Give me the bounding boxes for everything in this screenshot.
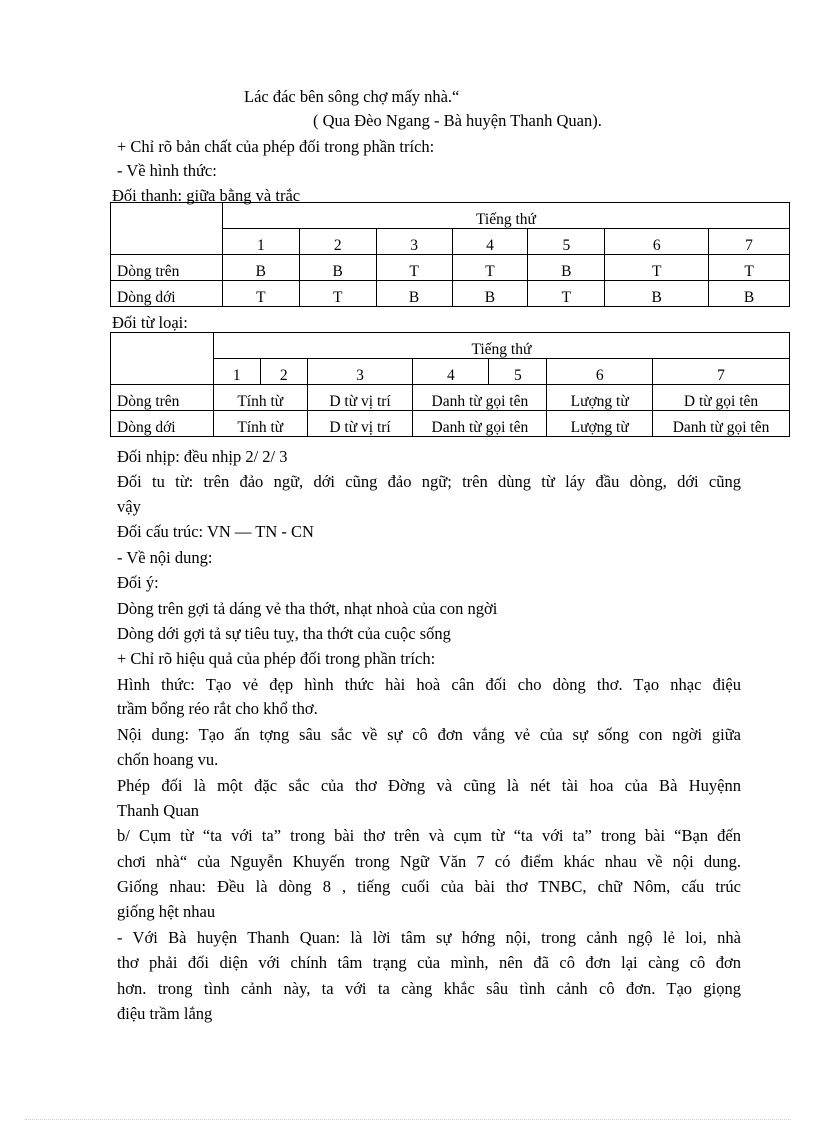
effect-heading: + Chỉ rõ hiệu quả của phép đối trong phần trích:: [117, 649, 436, 668]
word-col-5: 5: [489, 359, 547, 385]
question-b-line-1: b/ Cụm từ “ta với ta” trong bài thơ trên và cụm từ “ta với ta” trong bài “Bạn đến: [117, 826, 741, 845]
content-heading: - Về nội dung:: [117, 548, 213, 567]
table-row: [111, 255, 790, 281]
table-cell: B: [605, 281, 709, 307]
tone-col-2: 2: [299, 229, 376, 255]
table-cell: Tính từ: [213, 385, 307, 411]
row-label: Dòng dới: [111, 281, 223, 307]
poem-citation: ( Qua Đèo Ngang - Bà huyện Thanh Quan).: [313, 111, 602, 130]
table-cell: Danh từ gọi tên: [653, 411, 790, 437]
content-effect-line-1: Nội dung: Tạo ấn tợng sâu sắc về sự cô đơn vắng vẻ của sự sống con ngời giữa: [117, 725, 741, 744]
tone-col-1: 1: [222, 229, 299, 255]
bhtq-line-4: điệu trầm lắng: [117, 1004, 213, 1023]
table-cell: Lượng từ: [547, 411, 653, 437]
row-label: Dòng trên: [111, 255, 223, 281]
table-row: [111, 385, 790, 411]
table-cell: Lượng từ: [547, 385, 653, 411]
bhtq-line-1: - Với Bà huyện Thanh Quan: là lời tâm sự hớng nội, trong cảnh ngộ lẻ loi, nhà: [117, 928, 741, 947]
tone-col-3: 3: [376, 229, 452, 255]
essence-heading: + Chỉ rõ bản chất của phép đối trong phần trích:: [117, 137, 435, 156]
conclusion-line-2: Thanh Quan: [117, 801, 200, 820]
word-col-7: 7: [653, 359, 790, 385]
structure-line: Đối cấu trúc: VN — TN - CN: [117, 522, 314, 541]
table-cell: T: [709, 255, 790, 281]
table-cell: T: [452, 255, 528, 281]
tone-col-4: 4: [452, 229, 528, 255]
row-label: Dòng dới: [111, 411, 214, 437]
conclusion-line-1: Phép đối là một đặc sắc của thơ Đờng và cũng là nét tài hoa của Bà Huyệnn: [117, 776, 741, 795]
word-col-1: 1: [213, 359, 260, 385]
table-cell: D từ vị trí: [307, 385, 413, 411]
table-cell: B: [299, 255, 376, 281]
table-cell: Danh từ gọi tên: [413, 411, 547, 437]
table-cell: B: [376, 281, 452, 307]
tone-table: [110, 202, 790, 307]
table-row: [111, 411, 790, 437]
tone-col-6: 6: [605, 229, 709, 255]
similarity-line-1: Giống nhau: Đều là dòng 8 , tiếng cuối của bài thơ TNBC, chữ Nôm, cấu trúc: [117, 877, 741, 896]
word-table-corner: [111, 333, 214, 385]
table-cell: B: [222, 255, 299, 281]
tone-table-header: Tiếng thứ: [222, 203, 789, 229]
tone-table-label: Đối thanh: giữa bằng và trắc: [112, 186, 301, 205]
word-table-header: Tiếng thứ: [213, 333, 789, 359]
table-cell: Tính từ: [213, 411, 307, 437]
table-cell: T: [528, 281, 605, 307]
table-cell: Danh từ gọi tên: [413, 385, 547, 411]
rhetoric-line-2: vậy: [117, 497, 141, 516]
table-cell: T: [299, 281, 376, 307]
word-col-4: 4: [413, 359, 489, 385]
bhtq-line-3: hơn. trong tình cảnh này, ta với ta càng khắc sâu tình cảnh cô đơn. Tạo giọng: [117, 979, 741, 998]
table-cell: D từ vị trí: [307, 411, 413, 437]
table-row: [111, 281, 790, 307]
poem-line: Lác đác bên sông chợ mấy nhà.“: [244, 87, 460, 106]
meaning-upper: Dòng trên gợi tả dáng vẻ tha thớt, nhạt nhoà của con ngời: [117, 599, 498, 618]
word-col-6: 6: [547, 359, 653, 385]
form-effect-line-2: trầm bổng réo rắt cho khổ thơ.: [117, 699, 318, 718]
tone-table-corner: [111, 203, 223, 255]
tone-col-7: 7: [709, 229, 790, 255]
table-cell: T: [605, 255, 709, 281]
question-b-line-2: chơi nhà“ của Nguyễn Khuyến trong Ngữ Văn 7 có điểm khác nhau về nội dung.: [117, 852, 741, 871]
row-label: Dòng trên: [111, 385, 214, 411]
table-cell: D từ gọi tên: [653, 385, 790, 411]
page-bottom-rule: [25, 1119, 791, 1120]
rhythm-line: Đối nhịp: đều nhịp 2/ 2/ 3: [117, 447, 288, 466]
table-cell: T: [222, 281, 299, 307]
table-cell: B: [528, 255, 605, 281]
bhtq-line-2: thơ phải đối diện với chính tâm trạng của mình, nên đã cô đơn lại càng cô đơn: [117, 953, 741, 972]
word-class-table: [110, 332, 790, 437]
form-effect-line-1: Hình thức: Tạo vẻ đẹp hình thức hài hoà cân đối cho dòng thơ. Tạo nhạc điệu: [117, 675, 741, 694]
form-heading: - Về hình thức:: [117, 161, 217, 180]
word-col-3: 3: [307, 359, 413, 385]
table-cell: B: [452, 281, 528, 307]
table-cell: B: [709, 281, 790, 307]
similarity-line-2: giống hệt nhau: [117, 902, 216, 921]
word-col-2: 2: [260, 359, 307, 385]
table-cell: T: [376, 255, 452, 281]
meaning-label: Đối ý:: [117, 573, 159, 592]
tone-col-5: 5: [528, 229, 605, 255]
word-table-label: Đối từ loại:: [112, 313, 188, 332]
rhetoric-line-1: Đối tu từ: trên đảo ngữ, dới cũng đảo ngữ; trên dùng từ láy đầu dòng, dới cũng: [117, 472, 741, 491]
meaning-lower: Dòng dới gợi tả sự tiêu tuỵ, tha thớt của cuộc sống: [117, 624, 451, 643]
content-effect-line-2: chốn hoang vu.: [117, 750, 219, 769]
